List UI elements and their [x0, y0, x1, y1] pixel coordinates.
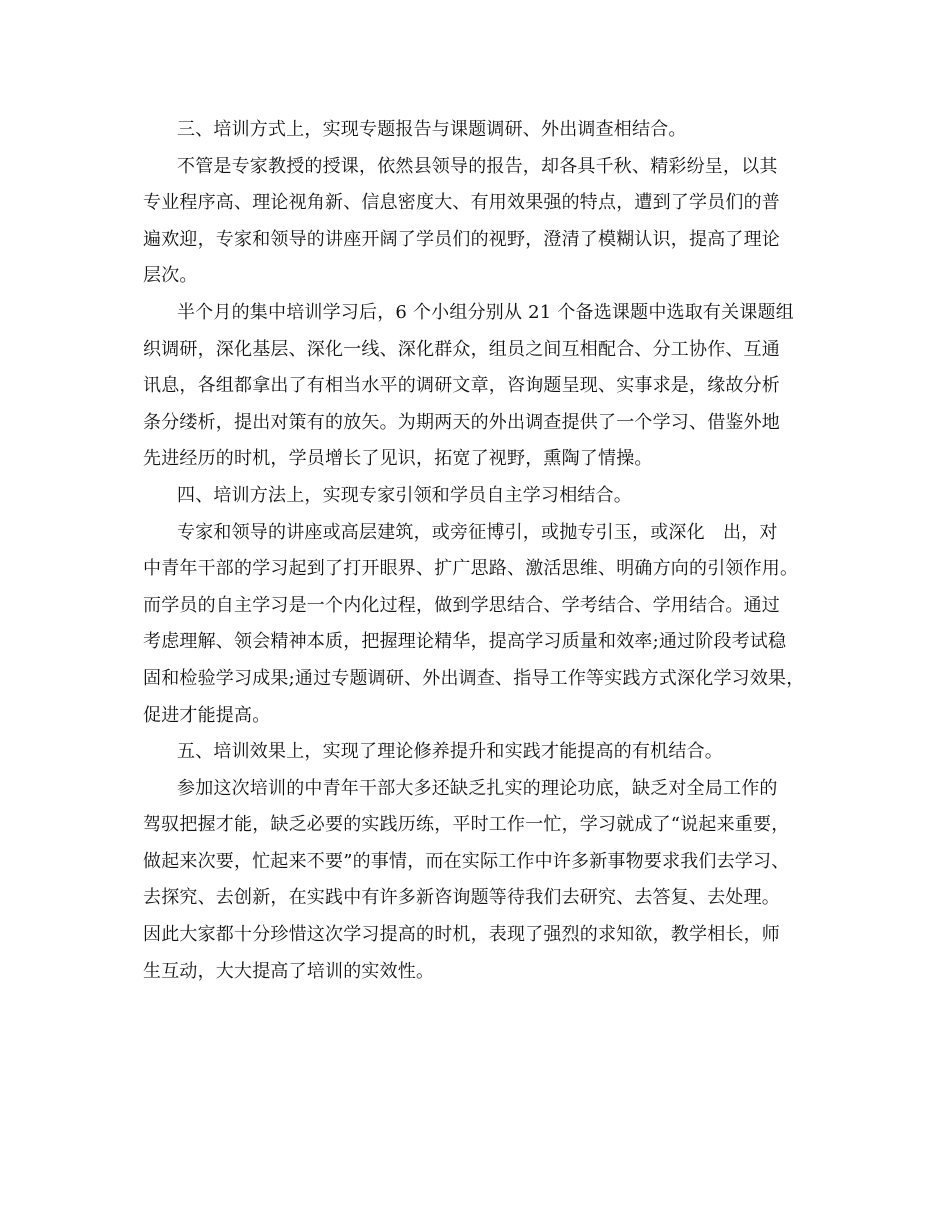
text-line: 因此大家都十分珍惜这次学习提高的时机，表现了强烈的求知欲，教学相长，师 — [143, 924, 780, 946]
text-line: 而学员的自主学习是一个内化过程，做到学思结合、学考结合、学用结合。通过 — [143, 594, 780, 616]
text-line: 五、培训效果上，实现了理论修养提升和实践才能提高的有机结合。 — [177, 741, 723, 763]
text-line: 中青年干部的学习起到了打开眼界、扩广思路、激活思维、明确方向的引领作用。 — [143, 558, 799, 580]
text-line: 考虑理解、领会精神本质，把握理论精华，提高学习质量和效率;通过阶段考试稳 — [143, 631, 787, 653]
text-line: 不管是专家教授的授课，依然县领导的报告，却各具千秋、精彩纷呈，以其 — [177, 155, 778, 177]
text-line: 三、培训方式上，实现专题报告与课题调研、外出调查相结合。 — [177, 119, 687, 140]
text-line: 层次。 — [143, 265, 198, 287]
text-line: 织调研，深化基层、深化一线、深化群众，组员之间互相配合、分工协作、互通 — [143, 338, 780, 360]
text-line: 讯息，各组都拿出了有相当水平的调研文章，咨询题呈现、实事求是，缘故分析 — [143, 375, 780, 397]
text-line: 专家和领导的讲座或高层建筑，或旁征博引，或抛专引玉，或深化 出，对 — [177, 521, 778, 543]
text-line: 遍欢迎，专家和领导的讲座开阔了学员们的视野，澄清了模糊认识，提高了理论 — [143, 228, 780, 250]
text-line: 做起来次要，忙起来不要”的事情，而在实际工作中许多新事物要求我们去学习、 — [143, 850, 790, 872]
text-line: 参加这次培训的中青年干部大多还缺乏扎实的理论功底，缺乏对全局工作的 — [177, 777, 778, 799]
text-line: 条分缕析，提出对策有的放矢。为期两天的外出调查提供了一个学习、借鉴外地 — [143, 411, 780, 433]
text-line: 半个月的集中培训学习后，6 个小组分别从 21 个备选课题中选取有关课题组 — [177, 301, 794, 323]
text-line: 专业程序高、理论视角新、信息密度大、有用效果强的特点，遭到了学员们的普 — [143, 192, 780, 214]
document-body — [143, 112, 823, 990]
text-line: 生互动，大大提高了培训的实效性。 — [143, 960, 435, 982]
text-line: 四、培训方法上，实现专家引领和学员自主学习相结合。 — [177, 484, 632, 506]
text-line: 固和检验学习成果;通过专题调研、外出调查、指导工作等实践方式深化学习效果， — [143, 667, 805, 689]
text-line: 驾驭把握才能，缺乏必要的实践历练，平时工作一忙，学习就成了“说起来重要， — [143, 814, 790, 836]
text-line: 促进才能提高。 — [143, 704, 271, 726]
text-line: 去探究、去创新，在实践中有许多新咨询题等待我们去研究、去答复、去处理。 — [143, 887, 780, 909]
text-line: 先进经历的时机，学员增长了见识，拓宽了视野，熏陶了情操。 — [143, 448, 653, 470]
